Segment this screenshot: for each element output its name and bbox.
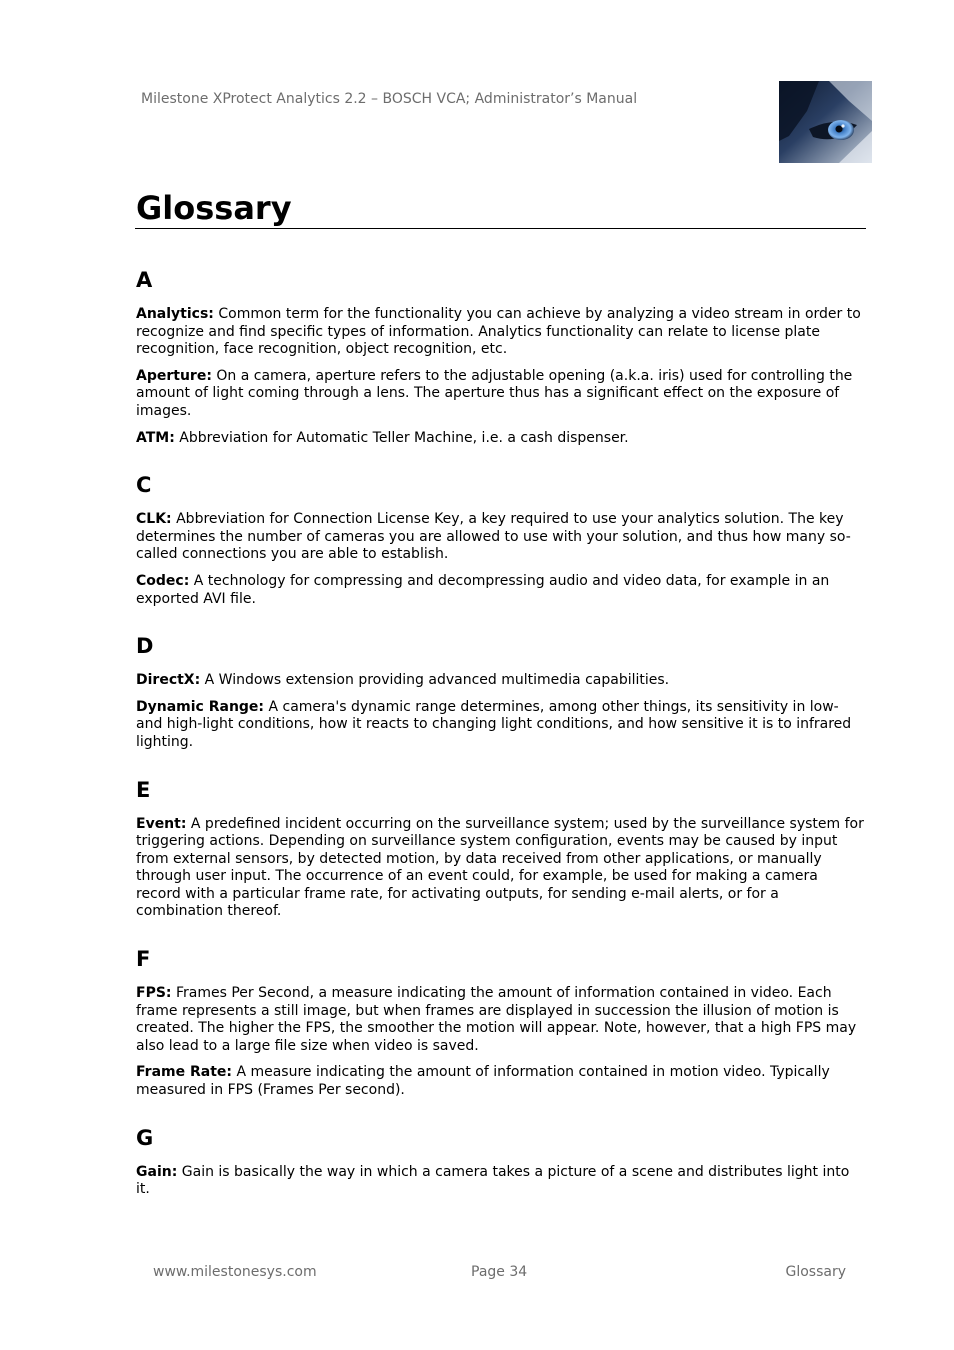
glossary-content xyxy=(136,266,866,1223)
glossary-entry-fps xyxy=(136,985,866,1055)
glossary-entry-analytics xyxy=(136,306,866,359)
section-letter: C xyxy=(136,473,152,498)
glossary-term: Gain: xyxy=(136,1163,178,1180)
glossary-term: CLK: xyxy=(136,511,172,528)
glossary-definition: A technology for compressing and decompressing audio and video data, for example in an exported AVI file. xyxy=(136,572,830,607)
page-title: Glossary xyxy=(136,189,292,227)
glossary-term: Analytics: xyxy=(136,306,214,322)
title-divider xyxy=(135,228,866,229)
glossary-definition: A camera's dynamic range determines, among other things, its sensitivity in low- and high-light conditions, how it reacts to changing light conditions, and how sensitive it is to infrared lighting. xyxy=(136,698,852,750)
section-letter: G xyxy=(136,1125,154,1150)
section-letter: A xyxy=(136,268,153,292)
glossary-definition: Common term for the functionality you can achieve by analyzing a video stream in order to recognize and find specific types of information. Analytics functionality can relate to license plate recognition, face recognition, object recognition, etc. xyxy=(136,306,861,358)
manual-title: Milestone XProtect Analytics 2.2 – BOSCH VCA; Administrator’s Manual xyxy=(141,91,638,107)
glossary-term: Dynamic Range: xyxy=(136,698,265,715)
glossary-entry-codec xyxy=(136,573,866,608)
section-letter: D xyxy=(136,634,154,659)
glossary-definition: A measure indicating the amount of information contained in motion video. Typically measured in FPS (Frames Per second). xyxy=(136,1064,830,1099)
glossary-term: Frame Rate: xyxy=(136,1064,232,1081)
glossary-definition: Abbreviation for Connection License Key, a key required to use your analytics solution. The key determines the number of cameras you are allowed to use with your solution, and thus how many so-called connections you are able to establish. xyxy=(136,511,851,563)
glossary-term: ATM: xyxy=(136,429,175,446)
glossary-entry-frame-rate xyxy=(136,1064,866,1099)
section-letter: E xyxy=(136,777,151,802)
glossary-definition: Gain is basically the way in which a camera takes a picture of a scene and distributes light into it. xyxy=(136,1163,850,1198)
glossary-entry-aperture xyxy=(136,368,866,421)
glossary-term: Event: xyxy=(136,815,187,832)
glossary-definition: On a camera, aperture refers to the adjustable opening (a.k.a. iris) used for controlling the amount of light coming through a lens. The aperture thus has a significant effect on the exposure of images. xyxy=(136,367,853,419)
glossary-section-e xyxy=(136,776,866,922)
glossary-section-g xyxy=(136,1124,866,1199)
glossary-definition: Abbreviation for Automatic Teller Machine, i.e. a cash dispenser. xyxy=(174,429,629,446)
glossary-section-c xyxy=(136,471,866,608)
glossary-term: Codec: xyxy=(136,572,190,589)
glossary-term: FPS: xyxy=(136,985,172,1002)
glossary-definition: A Windows extension providing advanced multimedia capabilities. xyxy=(200,672,670,689)
glossary-term: Aperture: xyxy=(136,367,212,384)
glossary-entry-event xyxy=(136,816,866,922)
glossary-entry-atm xyxy=(136,430,866,448)
glossary-definition: A predefined incident occurring on the surveillance system; used by the surveillance system for triggering actions. Depending on surveillance system configuration, events may be caused by input from external sensors, by detected motion, by data received from other applications, or manually through user input. The occurrence of an event could, for example, be used for making a camera record with a particular frame rate, for activating outputs, for sending e-mail alerts, or for a combination thereof. xyxy=(136,815,864,920)
glossary-entry-gain xyxy=(136,1164,866,1199)
glossary-term: DirectX: xyxy=(136,672,201,689)
wolf-eye-logo-icon xyxy=(779,81,872,163)
glossary-entry-directx xyxy=(136,672,866,690)
glossary-entry-clk xyxy=(136,511,866,564)
footer-section-name: Glossary xyxy=(785,1264,846,1280)
glossary-section-a xyxy=(136,266,866,447)
footer-page-number: Page 34 xyxy=(471,1264,528,1280)
glossary-section-f xyxy=(136,945,866,1100)
glossary-section-d xyxy=(136,632,866,751)
glossary-definition: Frames Per Second, a measure indicating the amount of information contained in video. Each frame represents a still image, but when frames are displayed in succession the illusion of motion is created. The higher the FPS, the smoother the motion will appear. Note, however, that a high FPS may also lead to a large file size when video is saved. xyxy=(136,985,857,1054)
glossary-entry-dynamic-range xyxy=(136,699,866,752)
footer-website-link[interactable]: www.milestonesys.com xyxy=(153,1264,317,1280)
section-letter: F xyxy=(136,947,151,972)
